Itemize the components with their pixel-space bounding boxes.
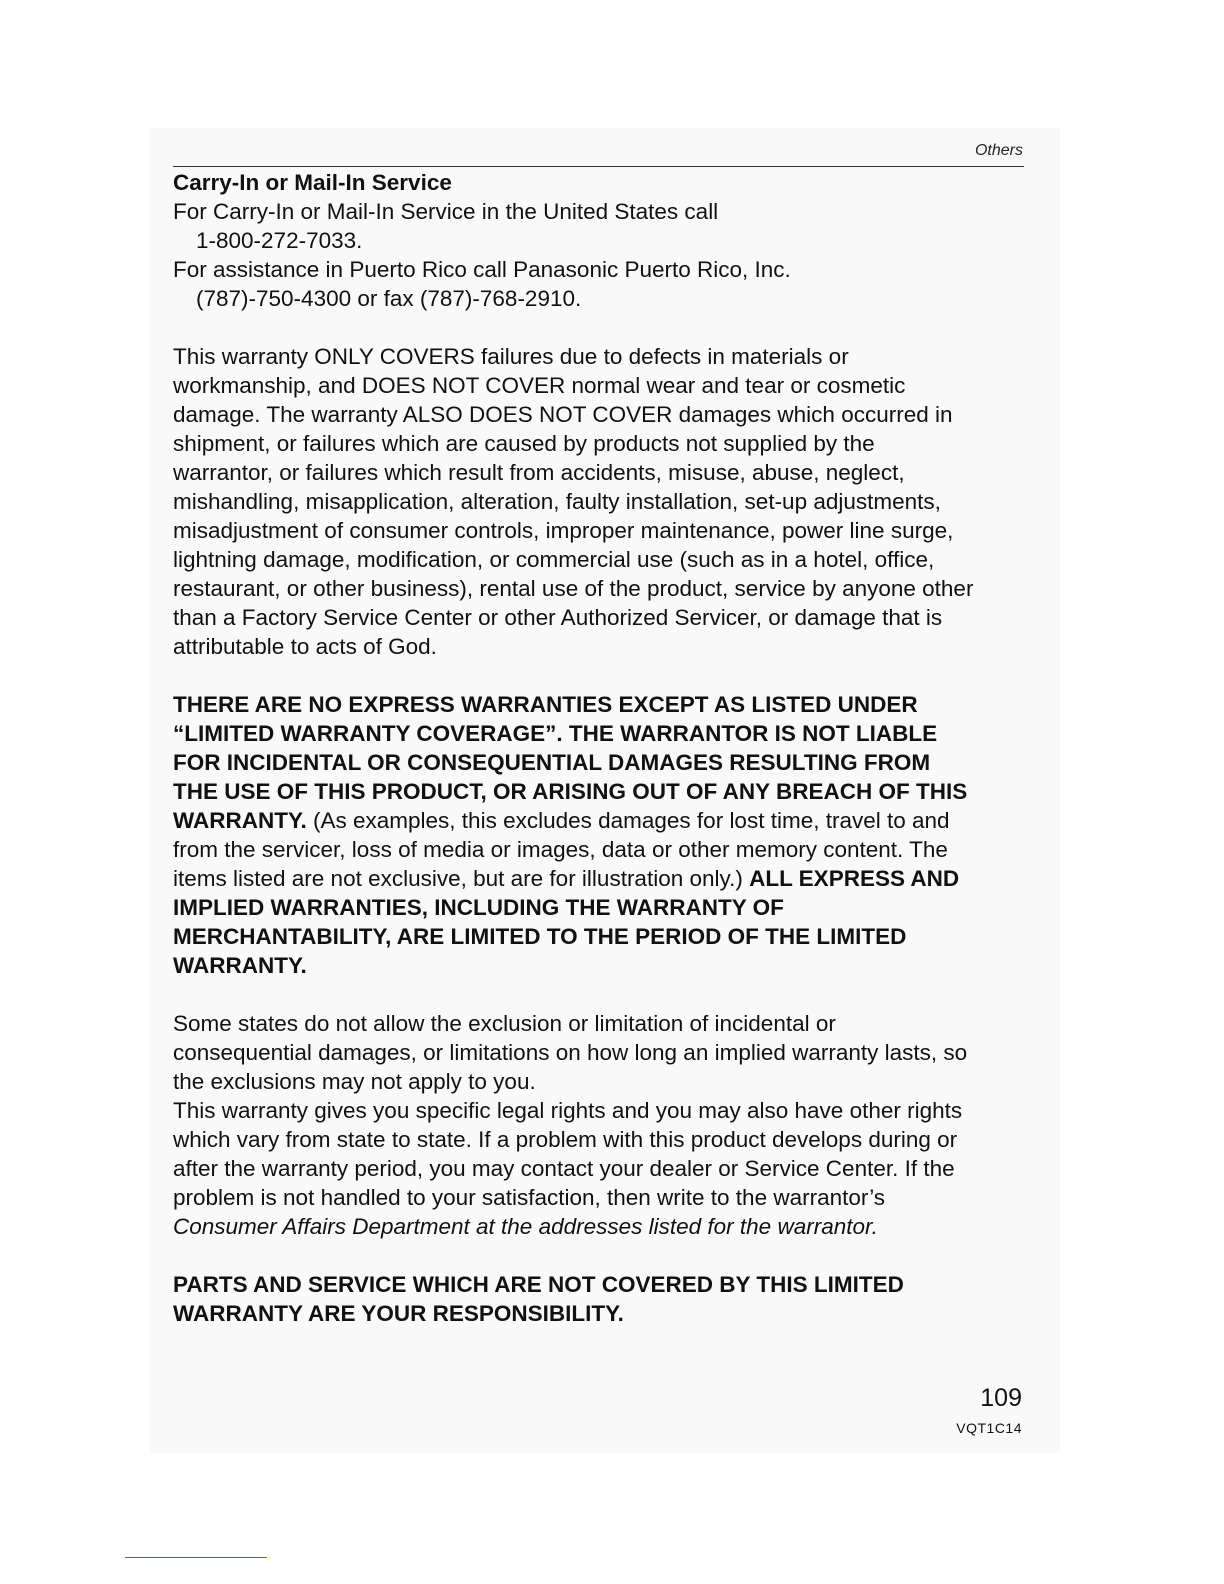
- express-normal-text: (As examples, this excludes damages for lost time, travel to and: [306, 808, 950, 833]
- us-phone-number: 1-800-272-7033.: [196, 228, 363, 253]
- states-line: the exclusions may not apply to you.: [173, 1069, 536, 1094]
- express-line: IMPLIED WARRANTIES, INCLUDING THE WARRANTY OF: [173, 895, 784, 920]
- states-paragraph: [173, 1009, 1033, 1241]
- puerto-rico-phone-fax: (787)-750-4300 or fax (787)-768-2910.: [196, 286, 582, 311]
- states-line: Some states do not allow the exclusion or limitation of incidental or: [173, 1011, 836, 1036]
- footer-link-underline: [125, 1557, 267, 1558]
- coverage-line: attributable to acts of God.: [173, 634, 437, 659]
- coverage-line: lightning damage, modification, or commercial use (such as in a hotel, office,: [173, 547, 935, 572]
- express-line: THERE ARE NO EXPRESS WARRANTIES EXCEPT AS LISTED UNDER: [173, 692, 918, 717]
- carry-in-line: For assistance in Puerto Rico call Panasonic Puerto Rico, Inc.: [173, 257, 791, 282]
- paragraph-gap: [173, 1241, 1033, 1270]
- express-bold-text: WARRANTY.: [173, 808, 307, 833]
- carry-in-heading: Carry-In or Mail-In Service: [173, 170, 452, 195]
- states-line: which vary from state to state. If a problem with this product develops during or: [173, 1127, 958, 1152]
- parts-line: WARRANTY ARE YOUR RESPONSIBILITY.: [173, 1301, 624, 1326]
- coverage-line: than a Factory Service Center or other Authorized Servicer, or damage that is: [173, 605, 943, 630]
- coverage-line: This warranty ONLY COVERS failures due to defects in materials or: [173, 344, 849, 369]
- carry-in-line: For Carry-In or Mail-In Service in the United States call: [173, 199, 719, 224]
- express-line: WARRANTY.: [173, 953, 307, 978]
- page-number: 109: [980, 1384, 1022, 1412]
- express-warranty-paragraph: [173, 690, 1033, 980]
- express-line: THE USE OF THIS PRODUCT, OR ARISING OUT OF ANY BREACH OF THIS: [173, 779, 968, 804]
- express-line: “LIMITED WARRANTY COVERAGE”. THE WARRANTOR IS NOT LIABLE: [173, 721, 938, 746]
- coverage-line: warrantor, or failures which result from accidents, misuse, abuse, neglect,: [173, 460, 905, 485]
- express-normal-text: items listed are not exclusive, but are for illustration only.): [173, 866, 750, 891]
- coverage-line: misadjustment of consumer controls, improper maintenance, power line surge,: [173, 518, 954, 543]
- parts-paragraph: [173, 1270, 1033, 1328]
- states-line: This warranty gives you specific legal rights and you may also have other rights: [173, 1098, 963, 1123]
- coverage-line: damage. The warranty ALSO DOES NOT COVER damages which occurred in: [173, 402, 953, 427]
- paragraph-gap: [173, 313, 1033, 342]
- header-divider: [173, 166, 1024, 167]
- coverage-line: restaurant, or other business), rental use of the product, service by anyone other: [173, 576, 974, 601]
- express-line: FOR INCIDENTAL OR CONSEQUENTIAL DAMAGES RESULTING FROM: [173, 750, 931, 775]
- coverage-paragraph: [173, 342, 1033, 661]
- paragraph-gap: [173, 661, 1033, 690]
- section-label: Others: [974, 142, 1023, 159]
- parts-line: PARTS AND SERVICE WHICH ARE NOT COVERED BY THIS LIMITED: [173, 1272, 904, 1297]
- document-code: VQT1C14: [956, 1420, 1022, 1436]
- states-line: problem is not handled to your satisfaction, then write to the warrantor’s: [173, 1185, 886, 1210]
- states-line: Consumer Affairs Department at the addresses listed for the warrantor.: [173, 1214, 878, 1239]
- coverage-line: mishandling, misapplication, alteration, faulty installation, set-up adjustments,: [173, 489, 941, 514]
- express-line: [173, 864, 1033, 893]
- document-body: [173, 168, 1033, 1328]
- coverage-line: workmanship, and DOES NOT COVER normal wear and tear or cosmetic: [173, 373, 906, 398]
- express-line: [173, 806, 1033, 835]
- express-bold-text: ALL EXPRESS AND: [749, 866, 960, 891]
- express-line: from the servicer, loss of media or images, data or other memory content. The: [173, 837, 948, 862]
- states-line: consequential damages, or limitations on how long an implied warranty lasts, so: [173, 1040, 968, 1065]
- states-line: after the warranty period, you may contact your dealer or Service Center. If the: [173, 1156, 955, 1181]
- express-line: MERCHANTABILITY, ARE LIMITED TO THE PERIOD OF THE LIMITED: [173, 924, 907, 949]
- paragraph-gap: [173, 980, 1033, 1009]
- coverage-line: shipment, or failures which are caused by products not supplied by the: [173, 431, 875, 456]
